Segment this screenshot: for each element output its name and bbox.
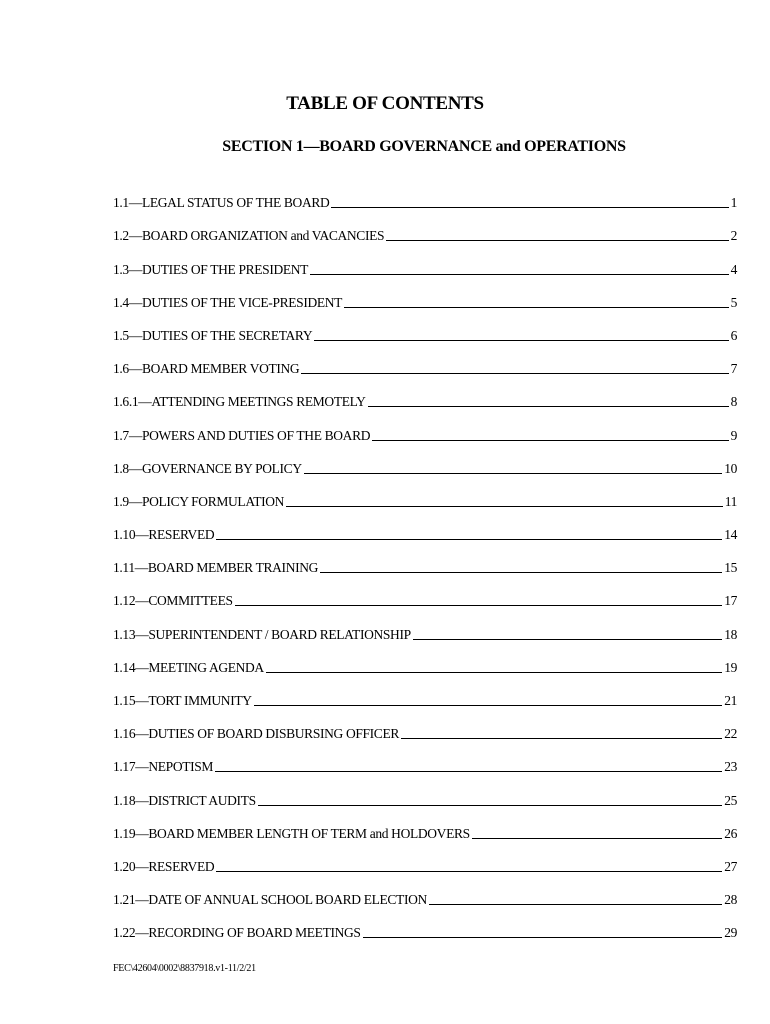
- toc-entry-title: 1.1—LEGAL STATUS OF THE BOARD: [113, 195, 330, 211]
- toc-entry[interactable]: [113, 278, 737, 311]
- toc-entry[interactable]: [113, 842, 737, 875]
- section-heading: SECTION 1—BOARD GOVERNANCE and OPERATIONS: [222, 138, 626, 155]
- toc-entry-page-number: 7: [730, 361, 737, 377]
- toc-leader-line: [472, 838, 722, 839]
- toc-leader-line: [216, 539, 722, 540]
- toc-entry-page-number: 4: [730, 261, 737, 277]
- toc-entry-page-number: 11: [724, 493, 737, 509]
- toc-entry-page-number: 1: [730, 195, 737, 211]
- toc-entry-page-number: 6: [730, 327, 737, 343]
- toc-entry-page-number: 23: [724, 759, 737, 775]
- toc-leader-line: [331, 207, 728, 208]
- toc-entry-page-number: 5: [730, 294, 737, 310]
- toc-entry-title: 1.19—BOARD MEMBER LENGTH OF TERM and HOLDOVERS: [113, 825, 470, 841]
- toc-entry[interactable]: [113, 344, 737, 377]
- toc-leader-line: [401, 738, 722, 739]
- toc-entry-title: 1.21—DATE OF ANNUAL SCHOOL BOARD ELECTION: [113, 892, 427, 908]
- toc-entry-page-number: 18: [724, 626, 737, 642]
- toc-leader-line: [286, 506, 723, 507]
- toc-leader-line: [372, 440, 728, 441]
- toc-entry-title: 1.4—DUTIES OF THE VICE-PRESIDENT: [113, 294, 343, 310]
- toc-entry[interactable]: [113, 477, 737, 510]
- toc-leader-line: [258, 805, 722, 806]
- toc-entry-page-number: 26: [724, 825, 737, 841]
- toc-entry-page-number: 8: [730, 394, 737, 410]
- toc-entry[interactable]: [113, 576, 737, 609]
- toc-entry[interactable]: [113, 244, 737, 277]
- toc-entry[interactable]: [113, 809, 737, 842]
- toc-entry-page-number: 27: [724, 858, 737, 874]
- toc-entry-title: 1.22—RECORDING OF BOARD MEETINGS: [113, 925, 361, 941]
- toc-leader-line: [314, 340, 728, 341]
- toc-entry[interactable]: [113, 676, 737, 709]
- toc-entry-page-number: 14: [724, 527, 737, 543]
- toc-leader-line: [413, 639, 722, 640]
- toc-leader-line: [301, 373, 728, 374]
- document-footer-id: FEC\42604\0002\8837918.v1-11/2/21: [113, 963, 256, 974]
- toc-entry-title: 1.8—GOVERNANCE BY POLICY: [113, 460, 302, 476]
- toc-entry-page-number: 22: [724, 726, 737, 742]
- toc-leader-line: [304, 473, 722, 474]
- toc-entry[interactable]: [113, 543, 737, 576]
- toc-entry[interactable]: [113, 609, 737, 642]
- toc-entry-title: 1.2—BOARD ORGANIZATION and VACANCIES: [113, 228, 385, 244]
- toc-entry-page-number: 17: [724, 593, 737, 609]
- toc-leader-line: [386, 240, 728, 241]
- toc-leader-line: [266, 672, 722, 673]
- toc-entry[interactable]: [113, 709, 737, 742]
- toc-entry-title: 1.18—DISTRICT AUDITS: [113, 792, 256, 808]
- toc-entry-page-number: 2: [730, 228, 737, 244]
- toc-entry[interactable]: [113, 178, 737, 211]
- toc-entry[interactable]: [113, 875, 737, 908]
- toc-entry-title: 1.6.1—ATTENDING MEETINGS REMOTELY: [113, 394, 366, 410]
- table-of-contents: [113, 178, 737, 941]
- toc-entry[interactable]: [113, 775, 737, 808]
- toc-entry[interactable]: [113, 742, 737, 775]
- toc-entry-page-number: 29: [724, 925, 737, 941]
- toc-entry[interactable]: [113, 908, 737, 941]
- toc-entry-title: 1.12—COMMITTEES: [113, 593, 233, 609]
- toc-leader-line: [344, 307, 729, 308]
- toc-leader-line: [235, 605, 723, 606]
- toc-entry[interactable]: [113, 377, 737, 410]
- toc-leader-line: [429, 904, 722, 905]
- toc-entry[interactable]: [113, 444, 737, 477]
- toc-entry-page-number: 28: [724, 892, 737, 908]
- toc-entry-page-number: 15: [724, 560, 737, 576]
- toc-entry-page-number: 25: [724, 792, 737, 808]
- toc-entry[interactable]: [113, 643, 737, 676]
- toc-leader-line: [368, 406, 729, 407]
- toc-entry-title: 1.6—BOARD MEMBER VOTING: [113, 361, 300, 377]
- toc-leader-line: [215, 771, 722, 772]
- toc-leader-line: [310, 274, 729, 275]
- toc-entry[interactable]: [113, 211, 737, 244]
- toc-leader-line: [216, 871, 722, 872]
- toc-entry-title: 1.14—MEETING AGENDA: [113, 659, 264, 675]
- toc-entry-page-number: 19: [724, 659, 737, 675]
- toc-entry-title: 1.16—DUTIES OF BOARD DISBURSING OFFICER: [113, 726, 400, 742]
- toc-entry-title: 1.13—SUPERINTENDENT / BOARD RELATIONSHIP: [113, 626, 411, 642]
- toc-entry-title: 1.10—RESERVED: [113, 527, 215, 543]
- toc-entry-title: 1.20—RESERVED: [113, 858, 215, 874]
- toc-entry[interactable]: [113, 311, 737, 344]
- document-title: TABLE OF CONTENTS: [286, 93, 484, 114]
- toc-leader-line: [363, 937, 723, 938]
- toc-entry-title: 1.3—DUTIES OF THE PRESIDENT: [113, 261, 309, 277]
- toc-entry-page-number: 9: [730, 427, 737, 443]
- toc-entry-title: 1.11—BOARD MEMBER TRAINING: [113, 560, 319, 576]
- toc-leader-line: [320, 572, 722, 573]
- toc-entry-title: 1.15—TORT IMMUNITY: [113, 693, 252, 708]
- toc-entry[interactable]: [113, 510, 737, 543]
- toc-entry-page-number: 21: [724, 693, 737, 708]
- toc-leader-line: [254, 705, 723, 706]
- toc-entry-title: 1.17—NEPOTISM: [113, 759, 214, 775]
- toc-entry[interactable]: [113, 410, 737, 443]
- toc-entry-title: 1.7—POWERS AND DUTIES OF THE BOARD: [113, 427, 371, 443]
- toc-entry-page-number: 10: [724, 460, 737, 476]
- toc-entry-title: 1.9—POLICY FORMULATION: [113, 493, 285, 509]
- toc-entry-title: 1.5—DUTIES OF THE SECRETARY: [113, 327, 313, 343]
